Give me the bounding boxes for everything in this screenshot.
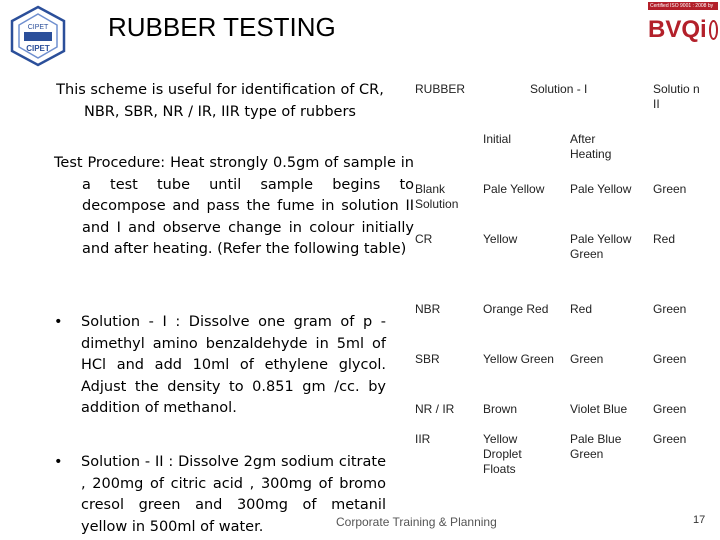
cell-initial: Yellow Green: [483, 352, 554, 366]
cell-solution-2: Green: [653, 432, 687, 446]
cell-solution-2: Green: [653, 302, 687, 316]
header-rubber: RUBBER: [415, 82, 466, 96]
bvqi-logo: [648, 2, 718, 54]
cell-solution-2: Green: [653, 182, 687, 196]
rubber-test-table: [405, 74, 705, 518]
cell-solution-2: Green: [653, 352, 687, 366]
cell-initial: Pale Yellow: [483, 182, 545, 196]
header-solution-1: Solution - I: [530, 82, 588, 96]
bullet-icon: •: [54, 314, 63, 330]
intro-text: This scheme is useful for identification of CR, NBR, SBR, NR / IR, IIR type of rubbers: [56, 82, 384, 120]
cell-rubber: CR: [415, 232, 433, 246]
cell-initial: Yellow: [483, 232, 518, 246]
procedure-label: Test Procedure:: [54, 155, 166, 171]
cell-rubber: Blank Solution: [415, 182, 459, 211]
cell-initial: Yellow Droplet Floats: [483, 432, 522, 476]
cell-after-heating: Pale Blue Green: [570, 432, 622, 461]
certification-text: Certified ISO 9001 : 2008 by: [648, 2, 718, 10]
cell-initial: Orange Red: [483, 302, 549, 316]
cell-solution-2: Green: [653, 402, 687, 416]
solution-2-body: Dissolve 2gm sodium citrate , 200mg of citric acid , 300mg of bromo cresol green and 300mg of metanil yellow in 500ml of water.: [81, 454, 386, 535]
subheader-initial: Initial: [483, 132, 512, 146]
page-title: RUBBER TESTING: [108, 12, 336, 42]
bullet-icon: •: [54, 454, 63, 470]
cell-rubber: NBR: [415, 302, 441, 316]
seal-icon: [709, 20, 718, 40]
bvqi-brand: BVQi: [648, 16, 707, 43]
cell-after-heating: Green: [570, 352, 604, 366]
cell-after-heating: Violet Blue: [570, 402, 628, 416]
solution-1-text: [81, 312, 386, 420]
solution-1-body: Dissolve one gram of p - dimethyl amino benzaldehyde in 5ml of HCl and add 10ml of ethylene glycol. Adjust the density to 0.851 gm /cc. by addition of methanol.: [81, 314, 386, 416]
subheader-after-heating: After Heating: [570, 132, 612, 161]
cell-rubber: SBR: [415, 352, 440, 366]
footer-text: Corporate Training & Planning: [336, 515, 497, 529]
test-procedure: [54, 153, 414, 261]
cell-solution-2: Red: [653, 232, 676, 246]
solution-1-label: Solution - I :: [81, 314, 181, 330]
procedure-text: Heat strongly 0.5gm of sample in a test tube until sample begins to decompose and pass the fume in solution II and I and observe change in colour initially and after heating. (Refer the following table): [82, 155, 414, 257]
cell-rubber: NR / IR: [415, 402, 455, 416]
cell-after-heating: Pale Yellow Green: [570, 232, 632, 261]
cell-rubber: IIR: [415, 432, 431, 446]
svg-text:CIPET: CIPET: [26, 44, 50, 53]
cell-initial: Brown: [483, 402, 518, 416]
svg-text:CIPET: CIPET: [27, 24, 49, 31]
header-solution-2: Solutio n II: [653, 82, 700, 111]
cell-after-heating: Pale Yellow: [570, 182, 632, 196]
solution-2-label: Solution - II :: [81, 454, 174, 470]
cipet-logo: [2, 4, 74, 68]
cell-after-heating: Red: [570, 302, 593, 316]
page-number: 17: [693, 514, 706, 526]
